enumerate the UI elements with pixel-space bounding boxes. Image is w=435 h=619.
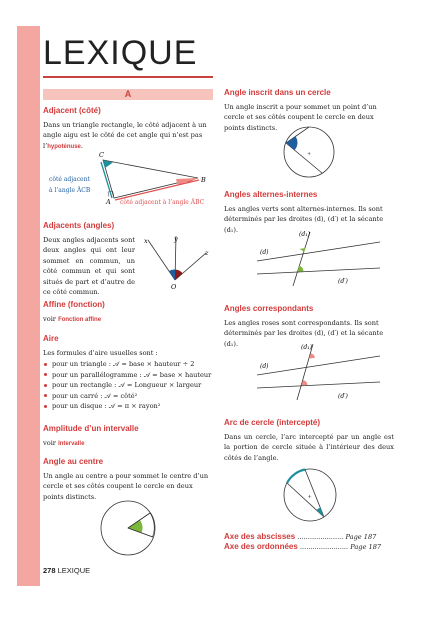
line-dp xyxy=(257,268,380,274)
angle-fill xyxy=(317,508,325,517)
center-mark: + xyxy=(307,151,312,157)
label-y: y xyxy=(174,235,178,243)
inscribed-angle-figure xyxy=(282,124,342,180)
list-item: pour un parallélogramme : 𝒜 = base × hauteur xyxy=(43,370,213,381)
entry-heading: Affine (fonction) xyxy=(43,300,105,309)
entry-adjacent xyxy=(43,106,213,152)
link-hypotenuse[interactable]: hypoténuse xyxy=(47,143,81,150)
entry-amplitude xyxy=(43,424,213,449)
label-b: B xyxy=(201,176,206,184)
label-d: (d) xyxy=(260,363,269,370)
index-page: Page 187 xyxy=(350,543,382,551)
label-adjacent-acb-1: côté adjacent xyxy=(49,176,90,183)
center-angle-figure xyxy=(95,497,165,559)
label-d1: (d₁) xyxy=(299,231,310,238)
index-page: Page 187 xyxy=(345,533,377,541)
label-adjacent-abc: côté adjacent à l’angle ÂBC xyxy=(120,199,205,206)
side-band xyxy=(17,26,40,586)
side-ab xyxy=(115,180,199,200)
link-intervalle[interactable]: Intervalle xyxy=(58,440,85,447)
formula-list xyxy=(43,359,213,412)
arc-figure xyxy=(280,465,344,525)
entry-heading: Angle inscrit dans un cercle xyxy=(224,88,331,97)
label-x: x xyxy=(144,237,148,245)
entry-heading: Arc de cercle (intercepté) xyxy=(224,418,321,427)
label-d: (d) xyxy=(260,249,269,256)
angle-alt-1 xyxy=(299,248,306,253)
side-ca xyxy=(101,162,112,198)
footer-label: LEXIQUE xyxy=(57,566,91,575)
entry-heading: Angles alternes-internes xyxy=(224,190,318,199)
entry-text: Deux angles adjacents sont deux angles qui ont leur sommet en commun, un côté commun et qui sont situés de part et d’autre de ce côté commun. xyxy=(43,235,135,296)
index-label: Axe des ordonnées xyxy=(224,542,298,551)
list-item: pour un rectangle : 𝒜 = Longueur × largeur xyxy=(43,380,213,391)
entry-text: voir Fonction affine xyxy=(43,314,102,323)
entry-text: Un angle au centre a pour sommet le centre d’un cercle et ses côtés coupent le cercle en deux points distincts. xyxy=(43,471,209,501)
index-dots: ....................... xyxy=(297,543,349,551)
entry-heading: Adjacents (angles) xyxy=(43,221,115,230)
intercepted-arc xyxy=(287,470,305,484)
label-c: C xyxy=(99,151,104,159)
ray-1 xyxy=(287,483,324,517)
entry-intro: Les formules d’aire usuelles sont : xyxy=(43,348,158,357)
line-d1 xyxy=(293,232,310,286)
title-rule xyxy=(43,76,213,78)
alternate-angles-figure xyxy=(255,228,385,288)
line-dp xyxy=(257,382,380,388)
entry-text: voir Intervalle xyxy=(43,438,85,447)
letter-header: A xyxy=(43,89,213,100)
angle-alt-2 xyxy=(298,266,304,272)
entry-heading: Angle au centre xyxy=(43,457,104,466)
adjacent-angles-figure xyxy=(140,232,215,290)
page-number: 278 xyxy=(43,566,56,575)
index-row[interactable] xyxy=(224,532,376,541)
entry-text: Dans un cercle, l’arc intercepté par un angle est la portion de cercle située à l’intérieur des deux côtés de l’angle. xyxy=(224,432,394,462)
label-o: O xyxy=(171,283,177,290)
label-dp: (d′) xyxy=(338,393,348,400)
entry-text: Un angle inscrit a pour sommet un point d’un cercle et ses côtés coupent le cercle en deux points distincts. xyxy=(224,102,377,132)
page-title: LEXIQUE xyxy=(43,34,198,72)
entry-heading: Angles correspondants xyxy=(224,304,314,313)
label-dp: (d′) xyxy=(338,278,348,285)
corresponding-angles-figure xyxy=(255,340,385,404)
index-dots: ...................... xyxy=(295,533,344,541)
entry-affine xyxy=(43,300,213,325)
label-adjacent-acb-2: à l’angle ÂCB xyxy=(49,187,91,194)
entry-text: Les angles verts sont alternes-internes. Ils sont déterminés par les droites (d), (d′) et la sécante (d₁). xyxy=(224,204,384,234)
list-item: pour un disque : 𝒜 = π × rayon² xyxy=(43,401,213,412)
link-fonction-affine[interactable]: Fonction affine xyxy=(58,316,102,323)
label-a: A xyxy=(106,198,111,206)
entry-text: Dans un triangle rectangle, le côté adjacent à un angle aigu est le côté de cet angle qui n’est pas l’hypoténuse. xyxy=(43,120,207,150)
entry-centre xyxy=(43,457,213,502)
entry-heading: Amplitude d’un intervalle xyxy=(43,424,139,433)
ray-ox xyxy=(148,240,175,280)
entry-heading: Adjacent (côté) xyxy=(43,106,101,115)
center-mark: + xyxy=(307,494,312,500)
entry-heading: Aire xyxy=(43,334,59,343)
line-d xyxy=(257,242,380,261)
line-d1 xyxy=(297,344,313,400)
page-footer xyxy=(43,566,90,575)
index-row[interactable] xyxy=(224,542,381,551)
label-z: z xyxy=(205,249,209,257)
index-label: Axe des abscisses xyxy=(224,532,296,541)
entry-arc xyxy=(224,418,394,463)
list-item: pour un carré : 𝒜 = côté² xyxy=(43,391,213,402)
list-item: pour un triangle : 𝒜 = base × hauteur ÷ 2 xyxy=(43,359,213,370)
entry-aire xyxy=(43,334,213,412)
angle-xoy xyxy=(169,269,175,280)
label-d1: (d₁) xyxy=(301,344,312,351)
triangle-figure xyxy=(43,148,218,214)
line-d xyxy=(257,356,380,375)
entry-text: Les angles roses sont correspondants. Ils sont déterminés par les droites (d), (d′) et la sécante (d₁). xyxy=(224,318,384,348)
